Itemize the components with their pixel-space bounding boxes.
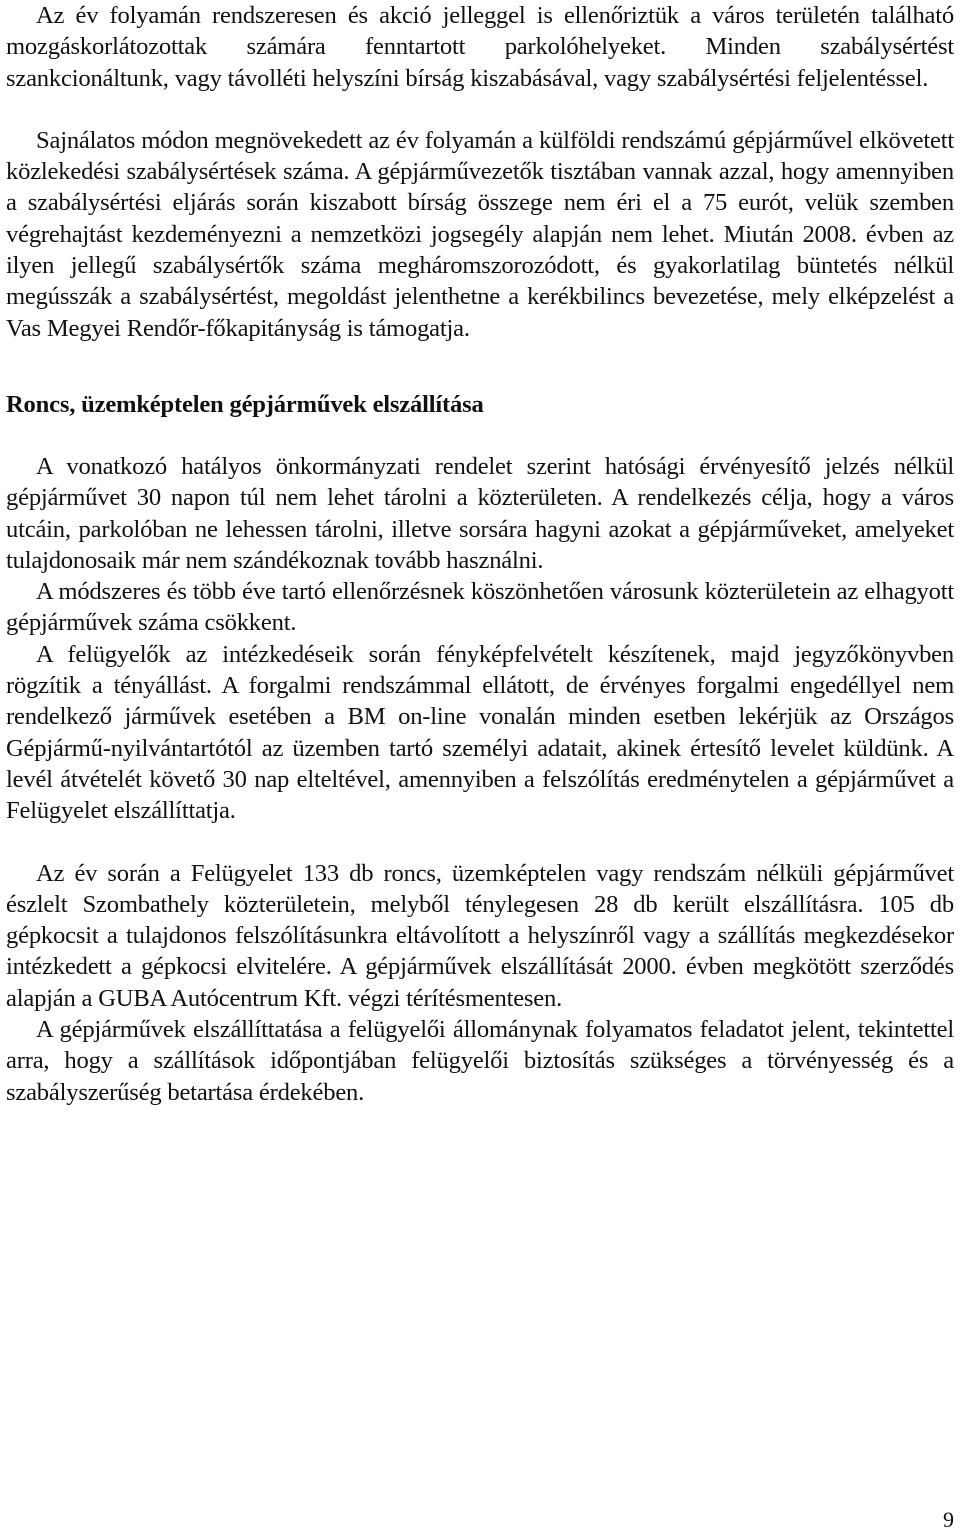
paragraph-procedure: A felügyelők az intézkedéseik során fényképfelvételt készítenek, majd jegyzőkönyvben rögzítik a tényállást. A forgalmi rendszámmal ellátott, de érvényes forgalmi engedéllyel nem rendelkező járművek esetében a BM on-line vonalán minden esetben lekérjük az Országos Gépjármű-nyilvántartótól az üzemben tartó személyi adatait, akinek értesítő levelet küldünk. A levél átvételét követő 30 nap elteltével, amennyiben a felszólítás eredménytelen a gépjárművet a Felügyelet elszállíttatja. [6, 640, 954, 825]
paragraph-foreign-vehicles: Sajnálatos módon megnövekedett az év folyamán a külföldi rendszámú gépjárművel elkövetett közlekedési szabálysértések száma. A gépjárművezetők tisztában vannak azzal, hogy amennyiben a szabálysértési eljárás során kiszabott bírság összege nem éri el a 75 eurót, velük szemben végrehajtást kezdeményezni a nemzetközi jogsegély alapján nem lehet. Miután 2008. évben az ilyen jellegű szabálysértők száma megháromszorozódott, és gyakorlatilag büntetés nélkül megússzák a szabálysértést, megoldást jelenthetne a kerékbilincs bevezetése, mely elképzelést a Vas Megyei Rendőr-főkapitányság is támogatja. [6, 126, 954, 342]
section-heading: Roncs, üzemképtelen gépjárművek elszállítása [6, 390, 484, 418]
paragraph-inspection-result: A módszeres és több éve tartó ellenőrzésnek köszönhetően városunk közterületein az elhagyott gépjárművek száma csökkent. [6, 578, 954, 637]
paragraph-regulation: A vonatkozó hatályos önkormányzati rendelet szerint hatósági érvényesítő jelzés nélkül gépjárművet 30 napon túl nem lehet tárolni a közterületen. A rendelkezés célja, hogy a város utcáin, parkolóban ne lehessen tárolni, illetve sorsára hagyni azokat a gépjárműveket, amelyeket tulajdonosaik már nem szándékoznak tovább használni. [6, 452, 954, 574]
document-page [6, 0, 954, 1108]
paragraph-ongoing-task: A gépjárművek elszállíttatása a felügyelői állománynak folyamatos feladatot jelent, tekintettel arra, hogy a szállítások időpontjában felügyelői biztosítás szükséges a törvényesség és a szabályszerűség betartása érdekében. [6, 1016, 954, 1106]
page-number: 9 [943, 1507, 954, 1532]
paragraph-statistics: Az év során a Felügyelet 133 db roncs, üzemképtelen vagy rendszám nélküli gépjárművet észlelt Szombathely közterületein, melyből ténylegesen 28 db került elszállításra. 105 db gépkocsit a tulajdonos felszólításunkra eltávolított a helyszínről vagy a szállítás megkezdésekor intézkedett a gépkocsi elvitelére. A gépjárművek elszállítását 2000. évben megkötött szerződés alapján a GUBA Autócentrum Kft. végzi térítésmentesen. [6, 859, 954, 1012]
paragraph-parking-disabled: Az év folyamán rendszeresen és akció jelleggel is ellenőriztük a város területén található mozgáskorlátozottak számára fenntartott parkolóhelyeket. Minden szabálysértést szankcionáltunk, vagy távolléti helyszíni bírság kiszabásával, vagy szabálysértési feljelentéssel. [6, 2, 954, 92]
